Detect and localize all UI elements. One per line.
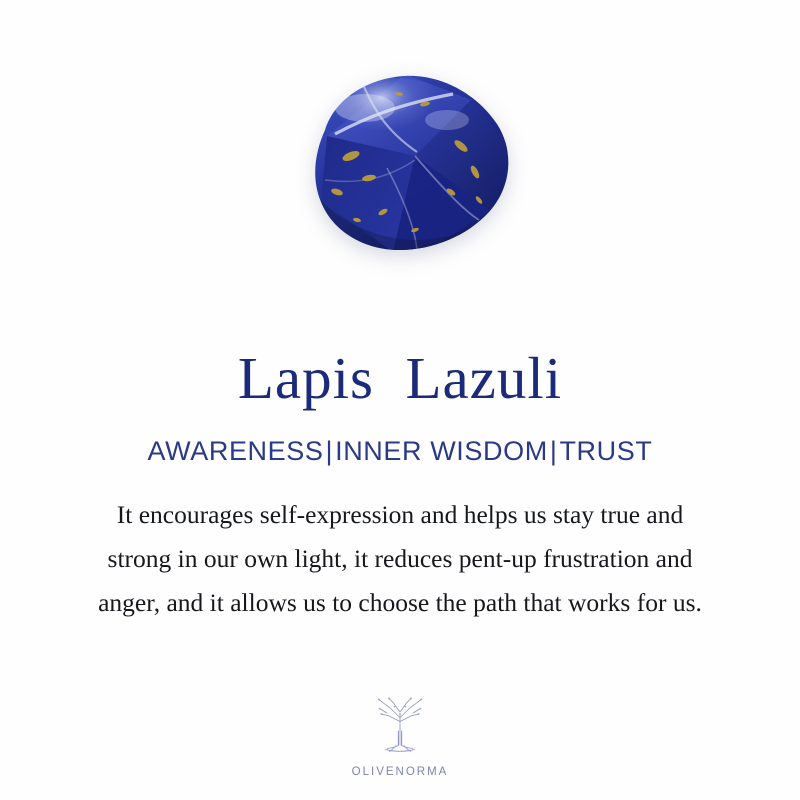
stone-image-area xyxy=(0,0,800,330)
keyword-list xyxy=(148,436,653,467)
keyword-inner-wisdom: INNER WISDOM xyxy=(335,435,548,466)
brand-logo xyxy=(0,690,800,778)
keyword-trust: TRUST xyxy=(559,435,653,466)
keyword-separator-2: | xyxy=(549,435,558,466)
brand-name: OLIVENORMA xyxy=(351,766,449,778)
lapis-lazuli-stone-icon xyxy=(265,60,535,270)
tree-of-life-icon xyxy=(363,690,437,764)
page-title: Lapis Lazuli xyxy=(237,345,563,411)
keyword-separator-1: | xyxy=(325,435,334,466)
description-text xyxy=(35,493,765,625)
description-line-3: anger, and it allows us to choose the path that works for us. xyxy=(98,587,702,617)
description-line-2: strong in our own light, it reduces pent-up frustration and xyxy=(107,543,693,573)
description-line-1: It encourages self-expression and helps us stay true and xyxy=(116,499,684,529)
keyword-awareness: AWARENESS xyxy=(147,435,324,466)
lapis-lazuli-stone xyxy=(265,60,535,270)
